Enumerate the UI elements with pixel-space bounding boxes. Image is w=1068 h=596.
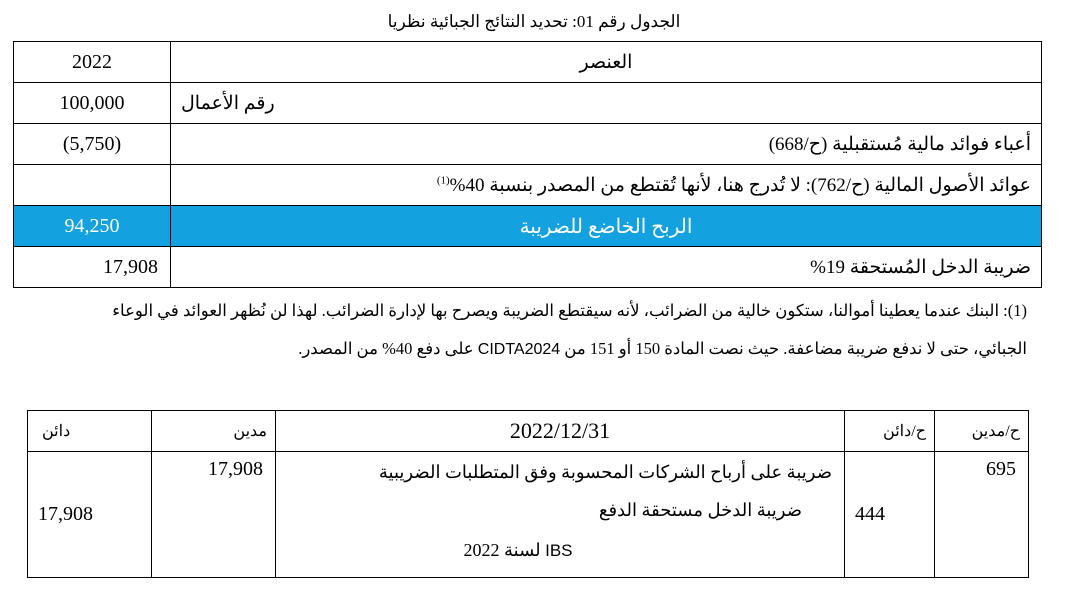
footnote-ref: (1) [436, 174, 450, 187]
journal-header-row [28, 411, 1029, 452]
footnote [22, 292, 1027, 369]
taxable-profit-row [14, 206, 1042, 247]
credit-account-number: 444 [845, 452, 935, 578]
item-header: العنصر [171, 42, 1042, 83]
entry-description [276, 452, 845, 578]
interest-expense-label: أعباء فوائد مالية مُستقبلية (ح/668) [171, 124, 1042, 165]
entry-date: 2022/12/31 [276, 411, 845, 452]
description-line-3: IBS لسنة 2022 [463, 540, 573, 560]
interest-expense-value: (5,750) [14, 124, 171, 165]
table-row [14, 165, 1042, 206]
table-row [14, 83, 1042, 124]
year-header: 2022 [14, 42, 171, 83]
journal-entry-row [28, 452, 1029, 578]
income-tax-label: ضريبة الدخل المُستحقة 19% [171, 247, 1042, 288]
taxable-profit-value: 94,250 [14, 206, 171, 247]
debit-account-number: 695 [935, 452, 1029, 578]
credit-amount-header: دائن [28, 411, 152, 452]
financial-income-label: عوائد الأصول المالية (ح/762): لا تُدرج هنا، لأنها تُقتطع من المصدر بنسبة 40%$^{(1)}$ [171, 165, 1042, 206]
journal-entry-table [27, 410, 1029, 578]
table-row [14, 247, 1042, 288]
income-tax-value: 17,908 [14, 247, 171, 288]
table-caption: الجدول رقم 01: تحديد النتائج الجبائية نظريا [387, 12, 681, 31]
table-row [14, 124, 1042, 165]
turnover-label: رقم الأعمال [171, 83, 1042, 124]
description-line-1: ضريبة على أرباح الشركات المحسوبة وفق المتطلبات الضريبية [378, 462, 832, 482]
tax-results-table [13, 41, 1042, 288]
financial-income-value [14, 165, 171, 206]
debit-account-header: ح/مدين [935, 411, 1029, 452]
credit-amount: 17,908 [28, 452, 152, 578]
footnote-line-2: الجبائي، حتى لا ندفع ضريبة مضاعفة. حيث نصت المادة 150 أو 151 من CIDTA2024 على دفع 40% من المصدر. [298, 339, 1027, 358]
credit-account-header: ح/دائن [845, 411, 935, 452]
footnote-line-1: (1): البنك عندما يعطينا أموالنا، ستكون خالية من الضرائب، لأنه سيقتطع الضريبة ويصرح بها لإدارة الضرائب. لهذا لن نُظهر العوائد في الوعاء [112, 301, 1027, 320]
debit-amount: 17,908 [152, 452, 276, 578]
taxable-profit-label: الربح الخاضع للضريبة [171, 206, 1042, 247]
turnover-value: 100,000 [14, 83, 171, 124]
law-code: CIDTA2024 [477, 341, 561, 358]
debit-amount-header: مدين [152, 411, 276, 452]
description-line-2: ضريبة الدخل مستحقة الدفع [598, 500, 802, 520]
table-header-row [14, 42, 1042, 83]
